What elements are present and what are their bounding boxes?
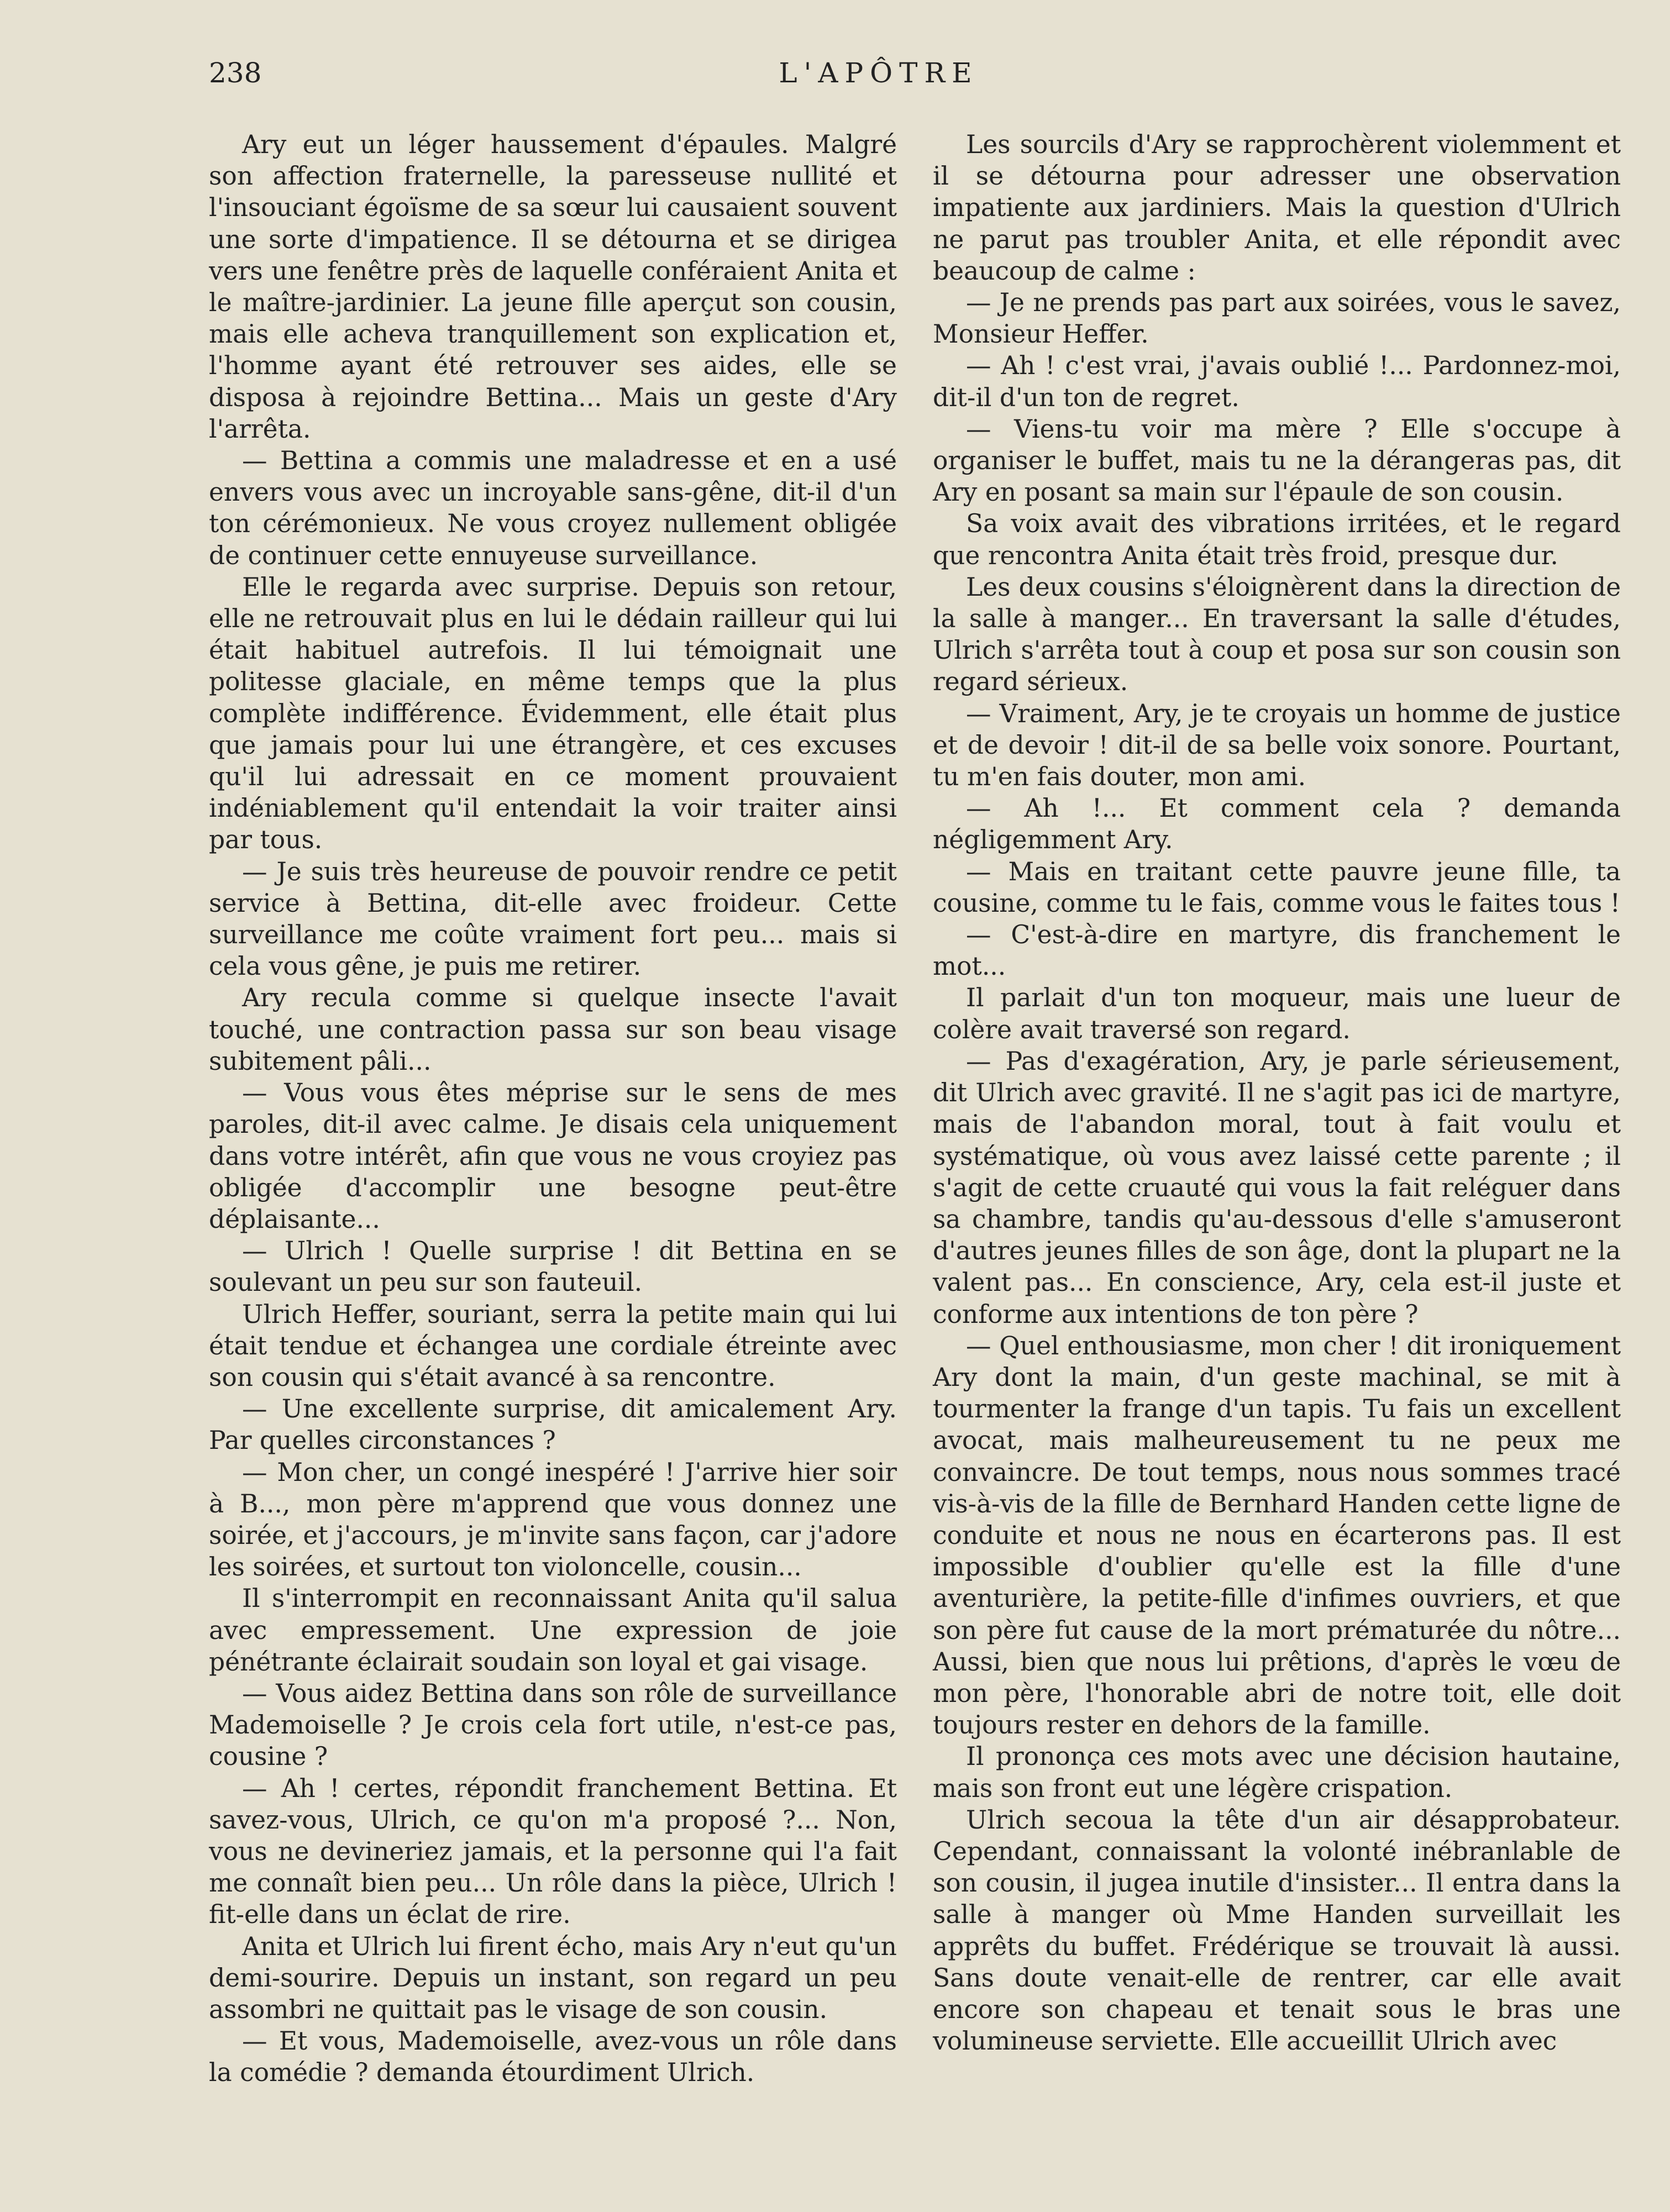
paragraph: — Vraiment, Ary, je te croyais un homme de justice et de devoir ! dit-il de sa belle voix sonore. Pourtant, tu m'en fais douter, mon ami. — [933, 698, 1621, 792]
paragraph: — Ah ! certes, répondit franchement Bettina. Et savez-vous, Ulrich, ce qu'on m'a proposé ?... Non, vous ne devineriez jamais, et la personne qui l'a fait me connaît bien peu... Un rôle dans la pièce, Ulrich ! fit-elle dans un éclat de rire. — [209, 1773, 897, 1930]
paragraph: — Mon cher, un congé inespéré ! J'arrive hier soir à B..., mon père m'apprend que vous donnez une soirée, et j'accours, je m'invite sans façon, car j'adore les soirées, et surtout ton violoncelle, cousin... — [209, 1457, 897, 1582]
paragraph: — Vous aidez Bettina dans son rôle de surveillance Mademoiselle ? Je crois cela fort utile, n'est-ce pas, cousine ? — [209, 1678, 897, 1772]
paragraph: Ary recula comme si quelque insecte l'avait touché, une contraction passa sur son beau visage subitement pâli... — [209, 983, 897, 1076]
paragraph: — Ah ! c'est vrai, j'avais oublié !... Pardonnez-moi, dit-il d'un ton de regret. — [933, 351, 1621, 412]
paragraph: Elle le regarda avec surprise. Depuis son retour, elle ne retrouvait plus en lui le dédain railleur qui lui était habituel autrefois. Il lui témoignait une politesse glaciale, en même temps que la plus complète indifférence. Évidemment, elle était plus que jamais pour lui une étrangère, et ces excuses qu'il lui adressait en ce moment prouvaient indéniablement qu'il entendait la voir traiter ainsi par tous. — [209, 572, 897, 855]
paragraph: Il prononça ces mots avec une décision hautaine, mais son front eut une légère crispation. — [933, 1742, 1621, 1803]
paragraph: — Viens-tu voir ma mère ? Elle s'occupe à organiser le buffet, mais tu ne la dérangeras pas, dit Ary en posant sa main sur l'épaule de son cousin. — [933, 414, 1621, 507]
paragraph: — Je suis très heureuse de pouvoir rendre ce petit service à Bettina, dit-elle avec froideur. Cette surveillance me coûte vraiment fort peu... mais si cela vous gêne, je puis me retirer. — [209, 857, 897, 981]
paragraph: Les sourcils d'Ary se rapprochèrent violemment et il se détourna pour adresser une observation impatiente aux jardiniers. Mais la question d'Ulrich ne parut pas troubler Anita, et elle répondit avec beaucoup de calme : — [933, 130, 1621, 286]
paragraph: — C'est-à-dire en martyre, dis franchement le mot... — [933, 920, 1621, 981]
running-title: L'APÔTRE — [779, 57, 979, 89]
paragraph: — Je ne prends pas part aux soirées, vous le savez, Monsieur Heffer. — [933, 288, 1621, 349]
paragraph: — Et vous, Mademoiselle, avez-vous un rôle dans la comédie ? demanda étourdiment Ulrich. — [209, 2026, 897, 2088]
paragraph: Ulrich secoua la tête d'un air désapprobateur. Cependant, connaissant la volonté inébranlable de son cousin, il jugea inutile d'insister... Il entra dans la salle à manger où Mme Handen surveillait les apprêts du buffet. Frédérique se trouvait là aussi. Sans doute venait-elle de rentrer, car elle avait encore son chapeau et tenait sous le bras une volumineuse serviette. Elle accueillit Ulrich avec — [933, 1805, 1621, 2056]
paragraph: Il s'interrompit en reconnaissant Anita qu'il salua avec empressement. Une expression de joie pénétrante éclairait soudain son loyal et gai visage. — [209, 1584, 897, 1677]
paragraph: — Mais en traitant cette pauvre jeune fille, ta cousine, comme tu le fais, comme vous le faites tous ! — [933, 857, 1621, 918]
paragraph: Ary eut un léger haussement d'épaules. Malgré son affection fraternelle, la paresseuse nullité et l'insouciant égoïsme de sa sœur lui causaient souvent une sorte d'impatience. Il se détourna et se dirigea vers une fenêtre près de laquelle conféraient Anita et le maître-jardinier. La jeune fille aperçut son cousin, mais elle acheva tranquillement son explication et, l'homme ayant été retrouver ses aides, elle se disposa à rejoindre Bettina... Mais un geste d'Ary l'arrêta. — [209, 130, 897, 444]
paragraph: — Ah !... Et comment cela ? demanda négligemment Ary. — [933, 794, 1621, 855]
paragraph: — Vous vous êtes méprise sur le sens de mes paroles, dit-il avec calme. Je disais cela uniquement dans votre intérêt, afin que vous ne vous croyiez pas obligée d'accomplir une besogne peut-être déplaisante... — [209, 1078, 897, 1234]
paragraph: — Ulrich ! Quelle surprise ! dit Bettina en se soulevant un peu sur son fauteuil. — [209, 1236, 897, 1297]
left-column — [209, 129, 897, 2089]
paragraph: Sa voix avait des vibrations irritées, et le regard que rencontra Anita était très froid, presque dur. — [933, 509, 1621, 570]
paragraph: — Une excellente surprise, dit amicalement Ary. Par quelles circonstances ? — [209, 1394, 897, 1456]
paragraph: Les deux cousins s'éloignèrent dans la direction de la salle à manger... En traversant la salle d'études, Ulrich s'arrêta tout à coup et posa sur son cousin son regard sérieux. — [933, 572, 1621, 697]
paragraph: — Pas d'exagération, Ary, je parle sérieusement, dit Ulrich avec gravité. Il ne s'agit pas ici de martyre, mais de l'abandon moral, tout à fait voulu et systématique, où vous avez laissé cette parente ; il s'agit de cette cruauté qui vous la fait reléguer dans sa chambre, tandis qu'au-dessous d'elle s'amuseront d'autres jeunes filles de son âge, dont la plupart ne la valent pas... En conscience, Ary, cela est-il juste et conforme aux intentions de ton père ? — [933, 1046, 1621, 1329]
page-header — [0, 0, 1670, 111]
paragraph: Ulrich Heffer, souriant, serra la petite main qui lui était tendue et échangea une cordiale étreinte avec son cousin qui s'était avancé à sa rencontre. — [209, 1299, 897, 1392]
paragraph: — Bettina a commis une maladresse et en a usé envers vous avec un incroyable sans-gêne, dit-il d'un ton cérémonieux. Ne vous croyez nullement obligée de continuer cette ennuyeuse surveillance. — [209, 446, 897, 570]
paragraph: Anita et Ulrich lui firent écho, mais Ary n'eut qu'un demi-sourire. Depuis un instant, son regard un peu assombri ne quittait pas le visage de son cousin. — [209, 1931, 897, 2024]
paragraph: — Quel enthousiasme, mon cher ! dit ironiquement Ary dont la main, d'un geste machinal, se mit à tourmenter la frange d'un tapis. Tu fais un excellent avocat, mais malheureusement tu ne peux me convaincre. De tout temps, nous nous sommes tracé vis-à-vis de la fille de Bernhard Handen cette ligne de conduite et nous ne nous en écarterons pas. Il est impossible d'oublier qu'elle est la fille d'une aventurière, la petite-fille d'infimes ouvriers, et que son père fut cause de la mort prématurée du nôtre... Aussi, bien que nous lui prêtions, d'après le vœu de mon père, l'honorable abri de notre toit, elle doit toujours rester en dehors de la famille. — [933, 1331, 1621, 1740]
paragraph: Il parlait d'un ton moqueur, mais une lueur de colère avait traversé son regard. — [933, 983, 1621, 1044]
right-column — [933, 129, 1621, 2057]
page-number: 238 — [209, 57, 262, 89]
